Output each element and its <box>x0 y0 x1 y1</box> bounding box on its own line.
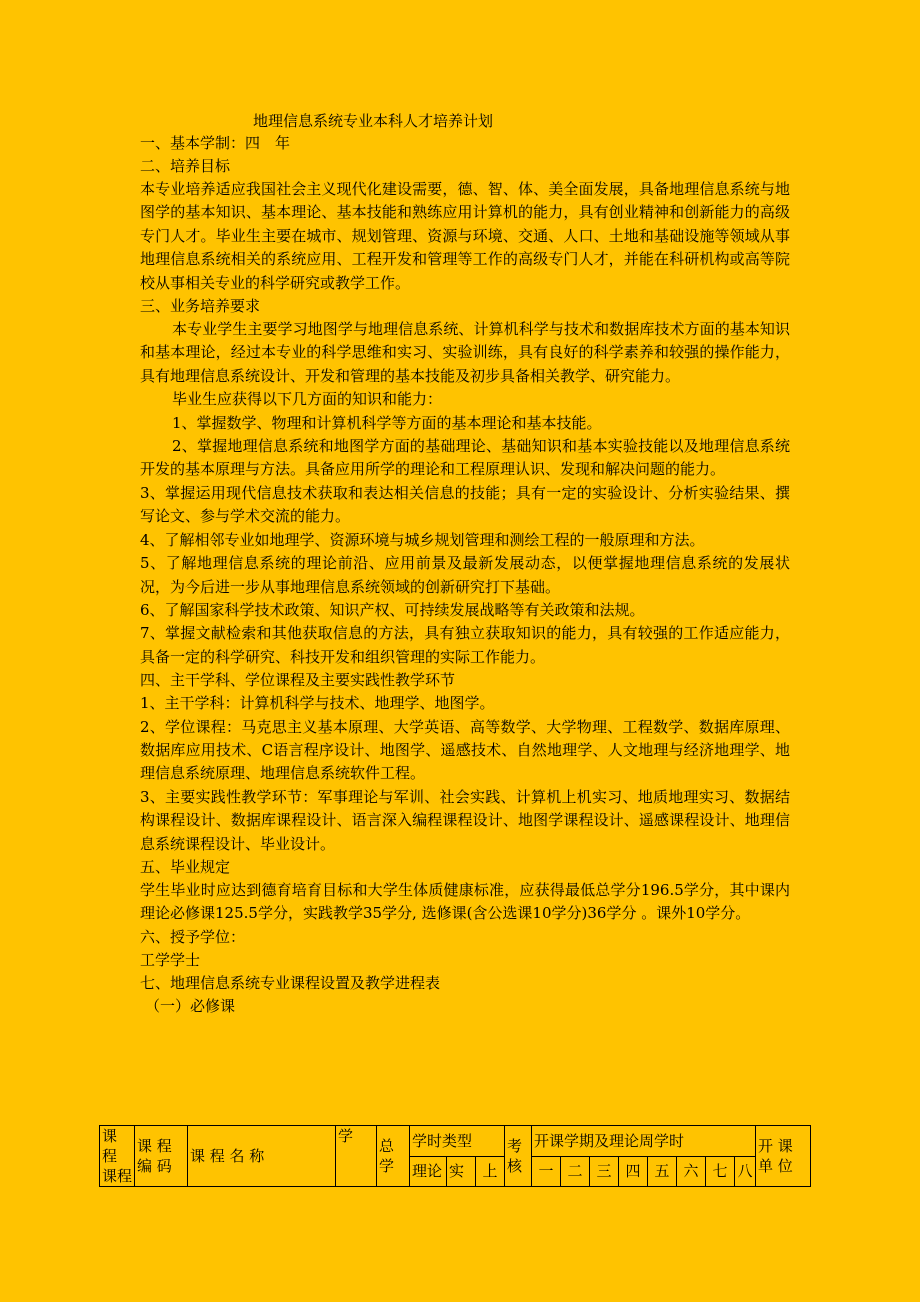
header-theory: 理论 <box>410 1156 447 1187</box>
header-exam-line2: 核 <box>507 1157 523 1175</box>
header-exam-line1: 考 <box>507 1137 523 1155</box>
header-experiment: 实 <box>447 1156 476 1187</box>
goal-paragraph: 本专业培养适应我国社会主义现代化建设需要，德、智、体、美全面发展，具备地理信息系统与地图学的基本知识、基本理论、基本技能和熟练应用计算机的能力，具有创业精神和创新能力的高级专门人才。毕业生主要在城市、规划管理、资源与环境、交通、人口、土地和基础设施等领域从事地理信息系统相关的系统应用、工程开发和管理等工作的高级专门人才，并能在科研机构或高等院校从事相关专业的科学研究或教学工作。 <box>140 180 790 292</box>
degree-value: 工学学士 <box>140 950 201 969</box>
semester-6: 六 <box>677 1156 706 1187</box>
ability-item-5: 5、了解地理信息系统的理论前沿、应用前景及最新发展动态，以便掌握地理信息系统的发展状况，为今后进一步从事地理信息系统领域的创新研究打下基础。 <box>140 554 790 596</box>
practice-links: 3、主要实践性教学环节：军事理论与军训、社会实践、计算机上机实习、地质地理实习、数据结构课程设计、数据库课程设计、语言深入编程课程设计、地图学课程设计、遥感课程设计、地理信息系统课程设计、毕业设计。 <box>140 787 790 853</box>
main-disciplines: 1、主干学科：计算机科学与技术、地理学、地图学。 <box>140 694 495 713</box>
section-1: 一、基本学制：四 年 <box>140 134 291 152</box>
header-unit-line2: 单 位 <box>758 1157 793 1175</box>
ability-item-3: 3、掌握运用现代信息技术获取和表达相关信息的技能；具有一定的实验设计、分析实验结果、撰写论文、参与学术交流的能力。 <box>140 483 790 526</box>
ability-item-6: 6、了解国家科学技术政策、知识产权、可持续发展战略等有关政策和法规。 <box>140 600 645 619</box>
semester-5: 五 <box>648 1156 677 1187</box>
header-course-code-line1: 课 程 <box>137 1137 172 1155</box>
ability-item-7: 7、掌握文献检索和其他获取信息的方法，具有独立获取知识的能力，具有较强的工作适应能力，具备一定的科学研究、科技开发和组织管理的实际工作能力。 <box>140 624 790 666</box>
document-page <box>140 110 790 1018</box>
header-course-type-line1: 课 程 <box>102 1127 118 1165</box>
section-3-heading: 三、业务培养要求 <box>140 297 261 316</box>
ability-item-1: 1、掌握数学、物理和计算机科学等方面的基本理论和基本技能。 <box>172 413 602 432</box>
section-4-heading: 四、主干学科、学位课程及主要实践性教学环节 <box>140 671 456 690</box>
header-computer: 上 <box>476 1156 505 1187</box>
header-unit-line1: 开 课 <box>758 1137 793 1155</box>
section-2-heading: 二、培养目标 <box>140 157 231 175</box>
subsection-required: （一）必修课 <box>145 996 236 1015</box>
semester-1: 一 <box>532 1156 561 1187</box>
requirement-paragraph: 本专业学生主要学习地图学与地理信息系统、计算机科学与技术和数据库技术方面的基本知识和基本理论，经过本专业的科学思维和实习、实验训练，具有良好的科学素养和较强的操作能力，具有地理信息系统设计、开发和管理的基本技能及初步具备相关教学、研究能力。 <box>140 320 790 385</box>
ability-item-2: 2、掌握地理信息系统和地图学方面的基础理论、基础知识和基本实验技能以及地理信息系统开发的基本原理与方法。具备应用所学的理论和工程原理认识、发现和解决问题的能力。 <box>140 437 790 479</box>
graduation-rule: 学生毕业时应达到德育培育目标和大学生体质健康标准，应获得最低总学分196.5学分，其中课内理论必修课125.5学分，实践教学35学分, 选修课(含公选课10学分)36学分 。课外10学分。 <box>140 880 790 923</box>
header-total-line2: 学 <box>379 1157 395 1175</box>
header-total-line1: 总 <box>379 1137 395 1155</box>
ability-item-4: 4、了解相邻专业如地理学、资源环境与城乡规划管理和测绘工程的一般原理和方法。 <box>140 530 705 549</box>
semester-2: 二 <box>561 1156 590 1187</box>
header-course-type <box>100 1126 135 1187</box>
semester-4: 四 <box>619 1156 648 1187</box>
document-title: 地理信息系统专业本科人才培养计划 <box>253 112 494 130</box>
semester-3: 三 <box>590 1156 619 1187</box>
course-table <box>99 1125 811 1187</box>
header-credit: 学 <box>336 1126 377 1187</box>
semester-7: 七 <box>706 1156 735 1187</box>
header-course-code-line2: 编 码 <box>137 1157 172 1175</box>
header-unit <box>756 1126 811 1187</box>
header-semesters: 开课学期及理论周学时 <box>532 1126 756 1157</box>
section-7-heading: 七、地理信息系统专业课程设置及教学进程表 <box>140 973 441 992</box>
header-course-type-line2: 课程 <box>102 1167 133 1185</box>
header-hour-type: 学时类型 <box>410 1126 505 1157</box>
table-header-row-1 <box>100 1126 811 1157</box>
semester-8: 八 <box>735 1156 756 1187</box>
section-6-heading: 六、授予学位： <box>140 927 246 946</box>
header-exam <box>505 1126 532 1187</box>
section-5-heading: 五、毕业规定 <box>140 857 231 876</box>
degree-courses: 2、学位课程：马克思主义基本原理、大学英语、高等数学、大学物理、工程数学、数据库原理、数据库应用技术、C语言程序设计、地图学、遥感技术、自然地理学、人文地理与经济地理学、地理信息系统原理、地理信息系统软件工程。 <box>140 717 790 783</box>
header-course-code <box>135 1126 188 1187</box>
header-total-hours <box>377 1126 410 1187</box>
graduate-paragraph: 毕业生应获得以下几方面的知识和能力： <box>172 390 443 409</box>
header-course-name: 课 程 名 称 <box>188 1126 336 1187</box>
